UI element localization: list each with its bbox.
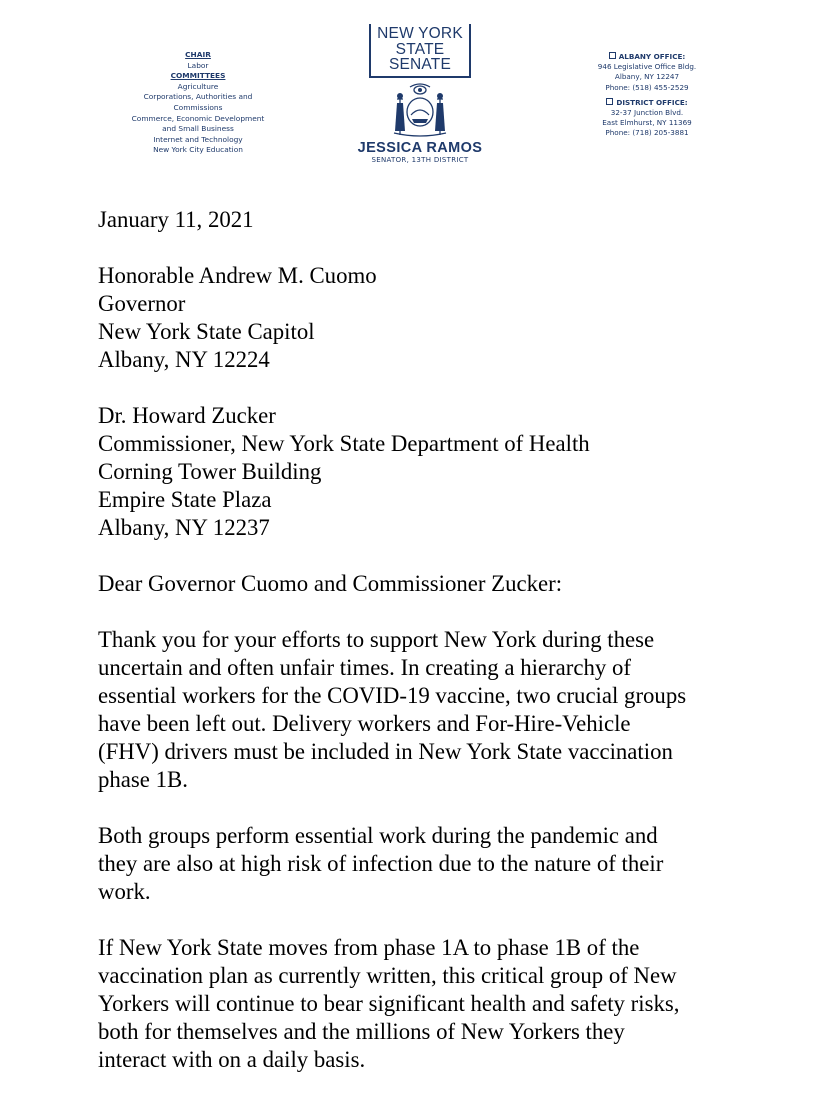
paragraph-line: interact with on a daily basis. xyxy=(98,1047,366,1072)
district-office-line: 32-37 Junction Blvd. xyxy=(610,108,684,118)
district-office-line: Phone: (718) 205-3881 xyxy=(605,128,689,138)
paragraph-line: (FHV) drivers must be included in New York State vaccination xyxy=(98,739,673,764)
address-line: Honorable Andrew M. Cuomo xyxy=(98,263,377,288)
senator-district: SENATOR, 13TH DISTRICT xyxy=(371,155,469,164)
paragraph-3 xyxy=(98,934,758,1074)
committee-item: Commissions xyxy=(173,102,223,112)
chair-heading: CHAIR xyxy=(185,50,211,59)
letter-body xyxy=(98,206,758,1074)
paragraph-line: have been left out. Delivery workers and For-Hire-Vehicle xyxy=(98,711,631,736)
paragraph-line: uncertain and often unfair times. In creating a hierarchy of xyxy=(98,655,631,680)
committee-item: New York City Education xyxy=(153,145,243,155)
address-line: New York State Capitol xyxy=(98,319,315,344)
paragraph-line: they are also at high risk of infection due to the nature of their xyxy=(98,851,664,876)
chair-value: Labor xyxy=(187,60,209,70)
address-line: Albany, NY 12237 xyxy=(98,515,270,540)
wordmark-line: STATE xyxy=(395,40,445,58)
paragraph-line: Thank you for your efforts to support New York during these xyxy=(98,627,655,652)
paragraph-2 xyxy=(98,822,758,906)
paragraph-line: Yorkers will continue to bear significant health and safety risks, xyxy=(98,991,680,1016)
paragraph-line: Both groups perform essential work during the pandemic and xyxy=(98,823,658,848)
paragraph-line: phase 1B. xyxy=(98,767,188,792)
paragraph-line: vaccination plan as currently written, this critical group of New xyxy=(98,963,677,988)
salutation: Dear Governor Cuomo and Commissioner Zucker: xyxy=(98,571,563,596)
committee-item: Corporations, Authorities and xyxy=(143,92,253,102)
address-line: Governor xyxy=(98,291,186,316)
committees-heading: COMMITTEES xyxy=(170,71,226,81)
district-office-line: East Elmhurst, NY 11369 xyxy=(602,118,692,128)
paragraph-line: work. xyxy=(98,879,151,904)
district-office-heading xyxy=(572,98,722,108)
albany-office-line: Phone: (518) 455-2529 xyxy=(605,82,689,92)
wordmark-line: SENATE xyxy=(388,56,452,73)
committee-item: Agriculture xyxy=(177,81,219,91)
address-line: Albany, NY 12224 xyxy=(98,347,270,372)
address-line: Empire State Plaza xyxy=(98,487,272,512)
district-office-label: DISTRICT OFFICE: xyxy=(616,97,688,107)
albany-office-line: 946 Legislative Office Bldg. xyxy=(597,62,697,72)
senate-logo xyxy=(345,24,495,164)
checkbox-icon xyxy=(606,98,613,105)
state-seal-icon xyxy=(380,81,460,139)
committee-item: Commerce, Economic Development xyxy=(131,113,265,123)
albany-office-heading xyxy=(572,52,722,62)
paragraph-1 xyxy=(98,626,758,794)
senator-name: JESSICA RAMOS xyxy=(357,139,483,156)
letterhead xyxy=(0,0,827,180)
senate-wordmark xyxy=(369,24,471,78)
paragraph-line: essential workers for the COVID-19 vaccine, two crucial groups xyxy=(98,683,687,708)
albany-office-label: ALBANY OFFICE: xyxy=(618,52,686,61)
offices-block xyxy=(572,52,722,139)
recipient-address-commissioner xyxy=(98,402,758,542)
address-line: Dr. Howard Zucker xyxy=(98,403,276,428)
recipient-address-governor xyxy=(98,262,758,374)
committee-item: and Small Business xyxy=(162,124,234,134)
committees-block xyxy=(108,50,288,156)
address-line: Commissioner, New York State Department of Health xyxy=(98,431,590,456)
letter-date: January 11, 2021 xyxy=(98,207,254,232)
paragraph-line: If New York State moves from phase 1A to phase 1B of the xyxy=(98,935,640,960)
albany-office-line: Albany, NY 12247 xyxy=(614,72,680,82)
committee-item: Internet and Technology xyxy=(153,134,243,144)
paragraph-line: both for themselves and the millions of New Yorkers they xyxy=(98,1019,625,1044)
address-line: Corning Tower Building xyxy=(98,459,322,484)
wordmark-line: NEW YORK xyxy=(377,25,463,42)
checkbox-icon xyxy=(609,52,616,59)
